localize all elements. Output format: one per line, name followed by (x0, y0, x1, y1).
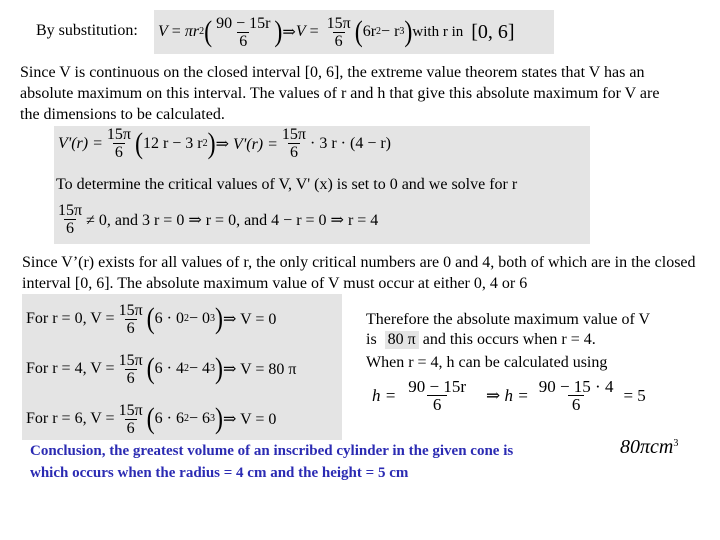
sub-eq2: = (309, 23, 319, 40)
eval-frac-num: 15π (118, 401, 143, 419)
paren-right: ) (274, 15, 283, 49)
side-value: 80 π (385, 331, 419, 349)
sub-pir: πr (184, 23, 200, 40)
h-frac1-den: 6 (427, 395, 448, 413)
deriv-frac2 (280, 126, 308, 161)
sub-v2: V (295, 23, 306, 40)
h-frac2-den: 6 (568, 395, 585, 413)
derivative-block (54, 126, 590, 244)
eval-term-a: 6 · 0 (154, 310, 184, 327)
deriv-implies: ⇒ V'(r) = (215, 135, 278, 153)
eval-frac-den: 6 (126, 319, 135, 337)
height-equation (372, 378, 646, 413)
eval-term-b: − 6 (188, 410, 211, 427)
evaluation-row: For r = 4, V = $\frac{15\pi}{6}$ ( 6 · 4 2 − 4 3 ) ⇒ V = 80 π (26, 351, 297, 387)
eval-pre: For r = 4, V = (26, 360, 115, 377)
evaluation-row: For r = 0, V = $\frac{15\pi}{6}$ ( 6 · 0 2 − 0 3 ) ⇒ V = 0 (26, 301, 277, 337)
sub-implies: ⇒ (282, 24, 296, 41)
crit-frac-den: 6 (66, 220, 75, 237)
eval-term-a: 6 · 4 (154, 360, 184, 377)
h-frac2-num: 90 − 15 · 4 (538, 377, 614, 396)
side-text-line1: Therefore the absolute maximum value of V (366, 311, 651, 328)
conclusion-line1: Conclusion, the greatest volume of an inscribed cylinder in the given cone is (30, 443, 514, 459)
eval-lparen: ( (146, 302, 155, 336)
sub-inner: 6r (362, 23, 377, 40)
sub-fraction-coef (325, 15, 353, 50)
h-implies: ⇒ h = (485, 385, 529, 405)
sub-frac-den: 6 (239, 32, 248, 50)
sub-frac-num: 90 − 15r (216, 14, 271, 32)
eval-frac-num: 15π (118, 351, 143, 369)
eval-frac-den: 6 (126, 369, 135, 387)
deriv-frac1 (105, 126, 133, 161)
sub-coef-den: 6 (334, 32, 343, 50)
substitution-label: By substitution: (36, 22, 138, 39)
crit-text: ≠ 0, and 3 r = 0 ⇒ r = 0, and 4 − r = 0 ⇒ r = 4 (86, 211, 379, 229)
conclusion-line2: which occurs when the radius = 4 cm and the height = 5 cm (30, 465, 409, 481)
side-text-line3: When r = 4, h can be calculated using (366, 354, 608, 371)
deriv-frac2-den: 6 (289, 144, 298, 161)
evaluations-list (26, 294, 297, 444)
eval-lparen: ( (146, 402, 155, 436)
eval-frac-den: 6 (126, 419, 135, 437)
evaluation-row: For r = 6, V = $\frac{15\pi}{6}$ ( 6 · 6 2 − 6 3 ) ⇒ V = 0 (26, 401, 277, 437)
sub-coef-num: 15π (326, 14, 351, 32)
eval-term-b: − 0 (188, 310, 211, 327)
sub-v: V (158, 23, 168, 40)
sub-with: with r in (412, 23, 464, 40)
conclusion-exp: 3 (673, 438, 679, 449)
eval-pre: For r = 6, V = (26, 410, 115, 427)
crit-frac-num: 15π (58, 202, 83, 219)
h-frac1 (402, 378, 472, 413)
h-result: = 5 (623, 385, 646, 405)
eval-term-a: 6 · 6 (154, 410, 184, 427)
sub-eq: = (171, 23, 181, 40)
eval-post: ⇒ V = 0 (223, 411, 277, 428)
eval-post: ⇒ V = 80 π (223, 361, 297, 378)
eval-post: ⇒ V = 0 (223, 311, 277, 328)
sub-interval: [0, 6] (471, 20, 515, 43)
eval-lparen: ( (146, 352, 155, 386)
eval-frac (117, 402, 145, 437)
critical-equation (54, 202, 378, 237)
eval-frac (117, 302, 145, 337)
eval-rparen: ) (215, 402, 224, 436)
deriv-frac1-num: 15π (106, 126, 131, 143)
deriv-body: 12 r − 3 r (142, 134, 203, 152)
conclusion-value (620, 436, 678, 459)
side-text-line2 (366, 331, 596, 349)
paragraph-extreme-value: Since V is continuous on the closed interval [0, 6], the extreme value theorem states that V has an absolute maximum on this interval. The values of r and h that give this absolute maximum for V are the dimensions to be calculated. (20, 64, 660, 123)
sub-lparen: ( (354, 15, 363, 49)
h-frac1-num: 90 − 15r (408, 377, 466, 396)
deriv-lhs: V'(r) = (58, 134, 103, 152)
substitution-equation: V = πr 2 ( $\frac{90 - 15r}{6}$ ) ⇒ V = $\frac{15\pi}{6}$ ( 6r 2 − r 3 ) with r in [0, 6] (154, 10, 554, 54)
crit-frac (56, 202, 84, 237)
deriv-tail: · 3 r · (4 − r) (310, 134, 391, 152)
derivative-equation: V'(r) = $\frac{15\pi}{6}$ ( 12 r − 3 r 2 ) ⇒ V'(r) = $\frac{15\pi}{6}$ · 3 r · (4 − r) (58, 126, 391, 161)
critical-values-text: To determine the critical values of V, V' (x) is set to 0 and we solve for r (56, 176, 518, 193)
conclusion-volume: 80πcm (620, 436, 674, 458)
eval-pre: For r = 0, V = (26, 310, 115, 327)
sub-minus-r: − r (381, 23, 400, 40)
deriv-frac2-num: 15π (281, 126, 306, 143)
paren-left: ( (204, 15, 213, 49)
eval-rparen: ) (215, 352, 224, 386)
deriv-open: ( (134, 127, 143, 160)
sub-fraction-h (214, 15, 272, 50)
h-lhs: h = (372, 385, 397, 405)
h-frac2 (535, 378, 618, 413)
eval-term-b: − 4 (188, 360, 211, 377)
eval-frac (117, 352, 145, 387)
side-is: is (366, 331, 377, 348)
paragraph-critical-numbers: Since V’(r) exists for all values of r, the only critical numbers are 0 and 4, both of which are in the closed interval [0, 6]. The absolute maximum value of V must occur at either 0, 4 or 6 (22, 254, 696, 292)
sub-rparen: ) (404, 15, 413, 49)
deriv-frac1-den: 6 (114, 144, 123, 161)
deriv-close: ) (207, 127, 216, 160)
eval-rparen: ) (215, 302, 224, 336)
side-occurs: and this occurs when r = 4. (422, 331, 596, 348)
eval-frac-num: 15π (118, 301, 143, 319)
